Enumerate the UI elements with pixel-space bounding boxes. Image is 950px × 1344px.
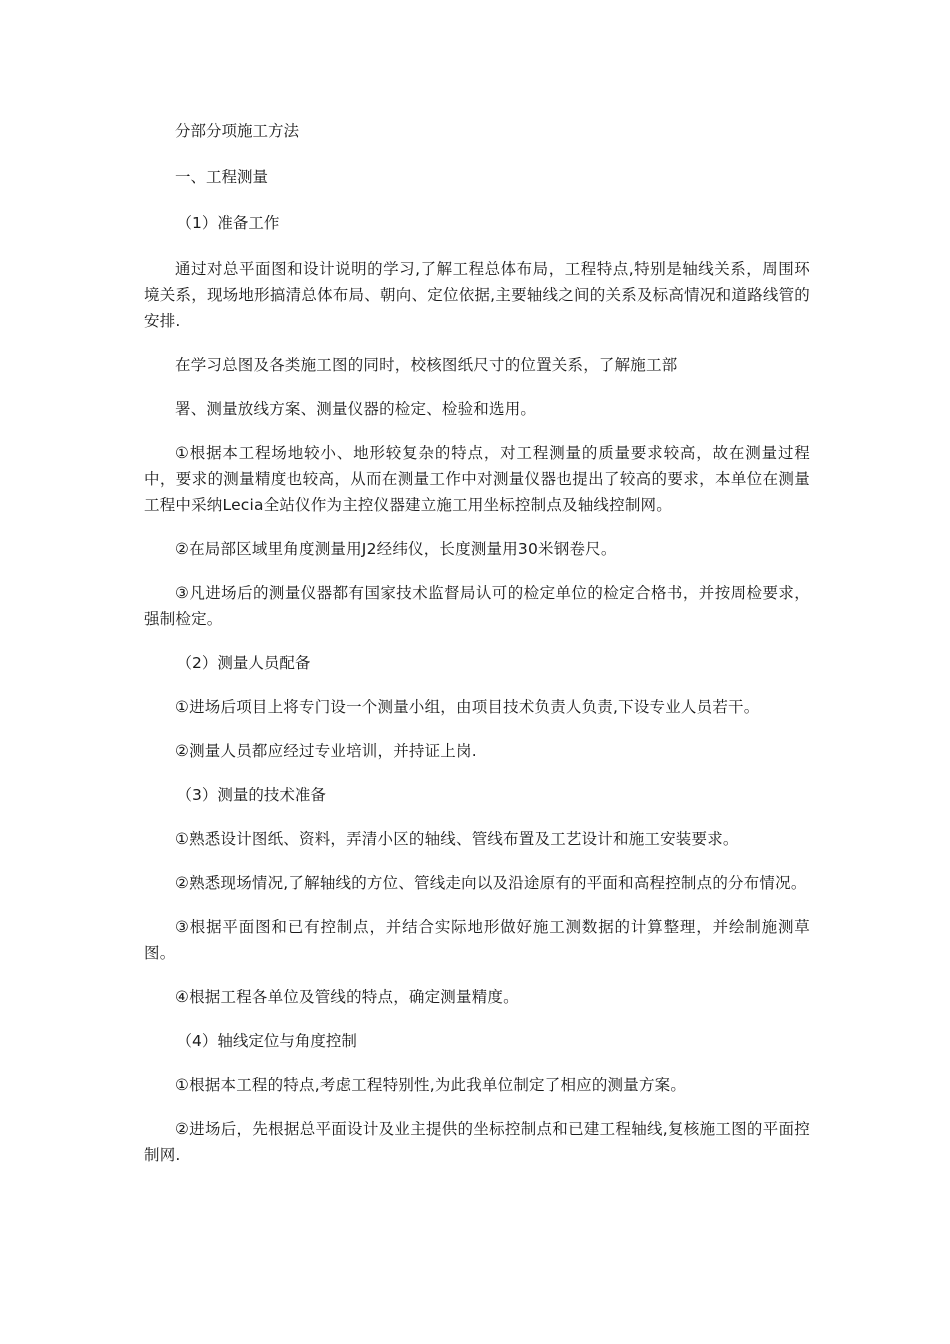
paragraph: ①进场后项目上将专门设一个测量小组，由项目技术负责人负责,下设专业人员若干。 (175, 698, 760, 716)
subsection-heading: （2）测量人员配备 (176, 654, 311, 672)
paragraph: 通过对总平面图和设计说明的学习,了解工程总体布局，工程特点,特别是轴线关系，周围环境关系，现场地形搞清总体布局、朝向、定位依据,主要轴线之间的关系及标高情况和道路线管的安排. (144, 260, 810, 330)
subsection-heading: （1）准备工作 (176, 214, 280, 232)
subsection-heading: （4）轴线定位与角度控制 (176, 1032, 357, 1050)
document-title: 分部分项施工方法 (175, 122, 300, 140)
paragraph: 在学习总图及各类施工图的同时，校核图纸尺寸的位置关系，了解施工部 (175, 356, 678, 374)
paragraph: ②在局部区域里角度测量用J2经纬仪，长度测量用30米钢卷尺。 (175, 540, 617, 558)
paragraph: ②测量人员都应经过专业培训，并持证上岗. (175, 742, 477, 760)
paragraph: ②进场后，先根据总平面设计及业主提供的坐标控制点和已建工程轴线,复核施工图的平面控制网. (144, 1120, 810, 1164)
paragraph: ①根据本工程的特点,考虑工程特别性,为此我单位制定了相应的测量方案。 (175, 1076, 687, 1094)
paragraph: 署、测量放线方案、测量仪器的检定、检验和选用。 (175, 400, 537, 418)
section-heading: 一、工程测量 (175, 168, 269, 186)
paragraph: ①根据本工程场地较小、地形较复杂的特点，对工程测量的质量要求较高，故在测量过程中，要求的测量精度也较高，从而在测量工作中对测量仪器也提出了较高的要求，本单位在测量工程中采纳Lecia全站仪作为主控仪器建立施工用坐标控制点及轴线控制网。 (144, 444, 810, 514)
paragraph: ④根据工程各单位及管线的特点，确定测量精度。 (175, 988, 519, 1006)
paragraph: ③根据平面图和已有控制点，并结合实际地形做好施工测数据的计算整理，并绘制施测草图。 (144, 918, 810, 962)
paragraph: ③凡进场后的测量仪器都有国家技术监督局认可的检定单位的检定合格书，并按周检要求，强制检定。 (144, 584, 810, 628)
paragraph: ②熟悉现场情况,了解轴线的方位、管线走向以及沿途原有的平面和高程控制点的分布情况。 (175, 874, 807, 892)
subsection-heading: （3）测量的技术准备 (176, 786, 326, 804)
paragraph: ①熟悉设计图纸、资料，弄清小区的轴线、管线布置及工艺设计和施工安装要求。 (175, 830, 739, 848)
document-page (144, 118, 810, 1168)
